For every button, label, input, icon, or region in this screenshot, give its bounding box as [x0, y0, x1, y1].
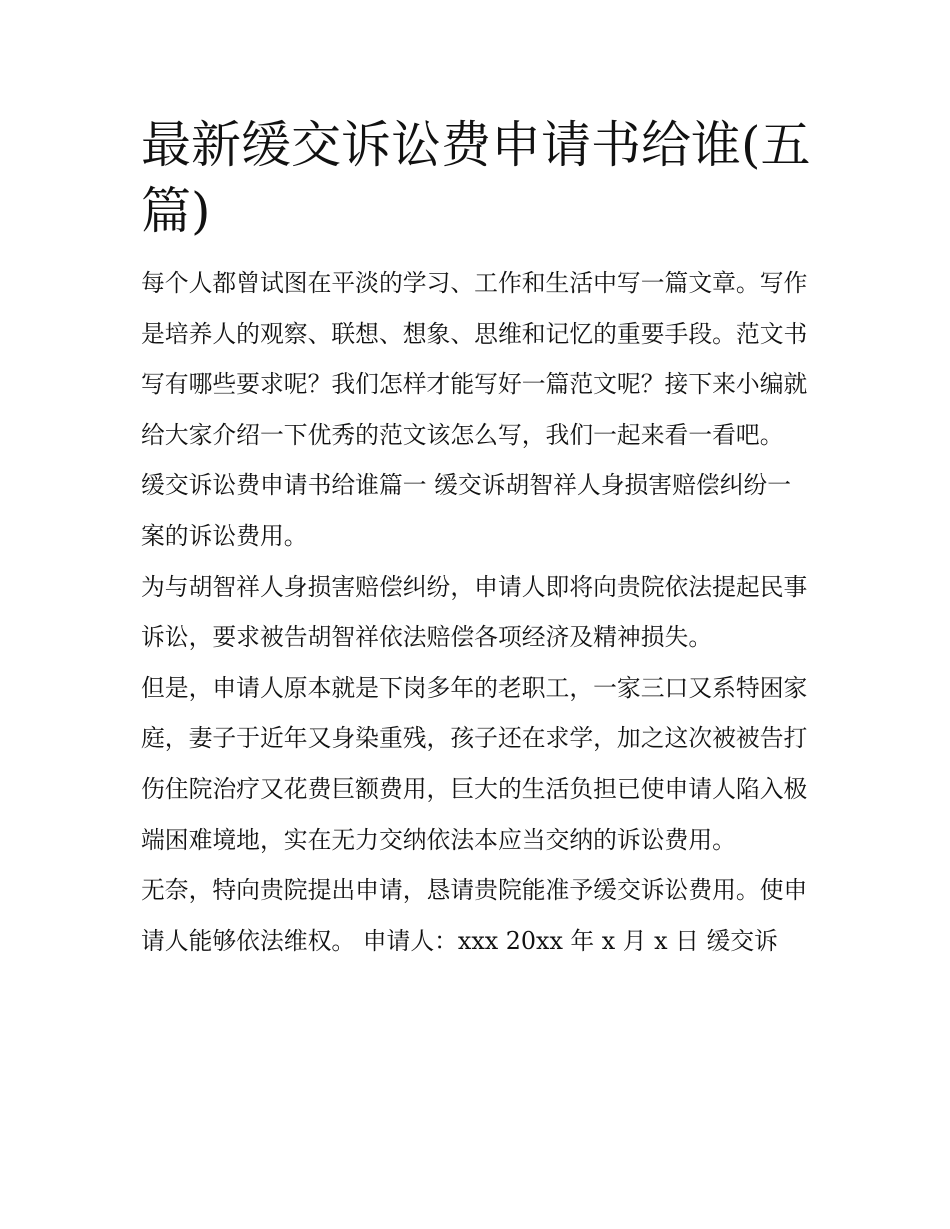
paragraph-hardship: 但是，申请人原本就是下岗多年的老职工，一家三口又系特困家庭，妻子于近年又身染重残，孩子还在求学，加之这次被被告打伤住院治疗又花费巨额费用，巨大的生活负担已使申请人陷入极端困难境地，实在无力交纳依法本应当交纳的诉讼费用。 [141, 673, 808, 854]
paragraph-claim: 为与胡智祥人身损害赔偿纠纷，申请人即将向贵院依法提起民事诉讼，要求被告胡智祥依法赔偿各项经济及精神损失。 [141, 572, 808, 652]
document-title: 最新缓交诉讼费申请书给谁(五篇) [141, 116, 811, 240]
paragraph-request: 无奈，特向贵院提出申请，恳请贵院能准予缓交诉讼费用。使申请人能够依法维权。 申请人：xxx 20xx 年 x 月 x 日 缓交诉 [141, 876, 808, 955]
document-body [141, 112, 813, 966]
paragraph-section-heading: 缓交诉讼费申请书给谁篇一 缓交诉胡智祥人身损害赔偿纠纷一案的诉讼费用。 [141, 471, 792, 550]
paragraph-intro: 每个人都曾试图在平淡的学习、工作和生活中写一篇文章。写作是培养人的观察、联想、想象、思维和记忆的重要手段。范文书写有哪些要求呢？我们怎样才能写好一篇范文呢？接下来小编就给大家介绍一下优秀的范文该怎么写，我们一起来看一看吧。 [141, 269, 808, 449]
